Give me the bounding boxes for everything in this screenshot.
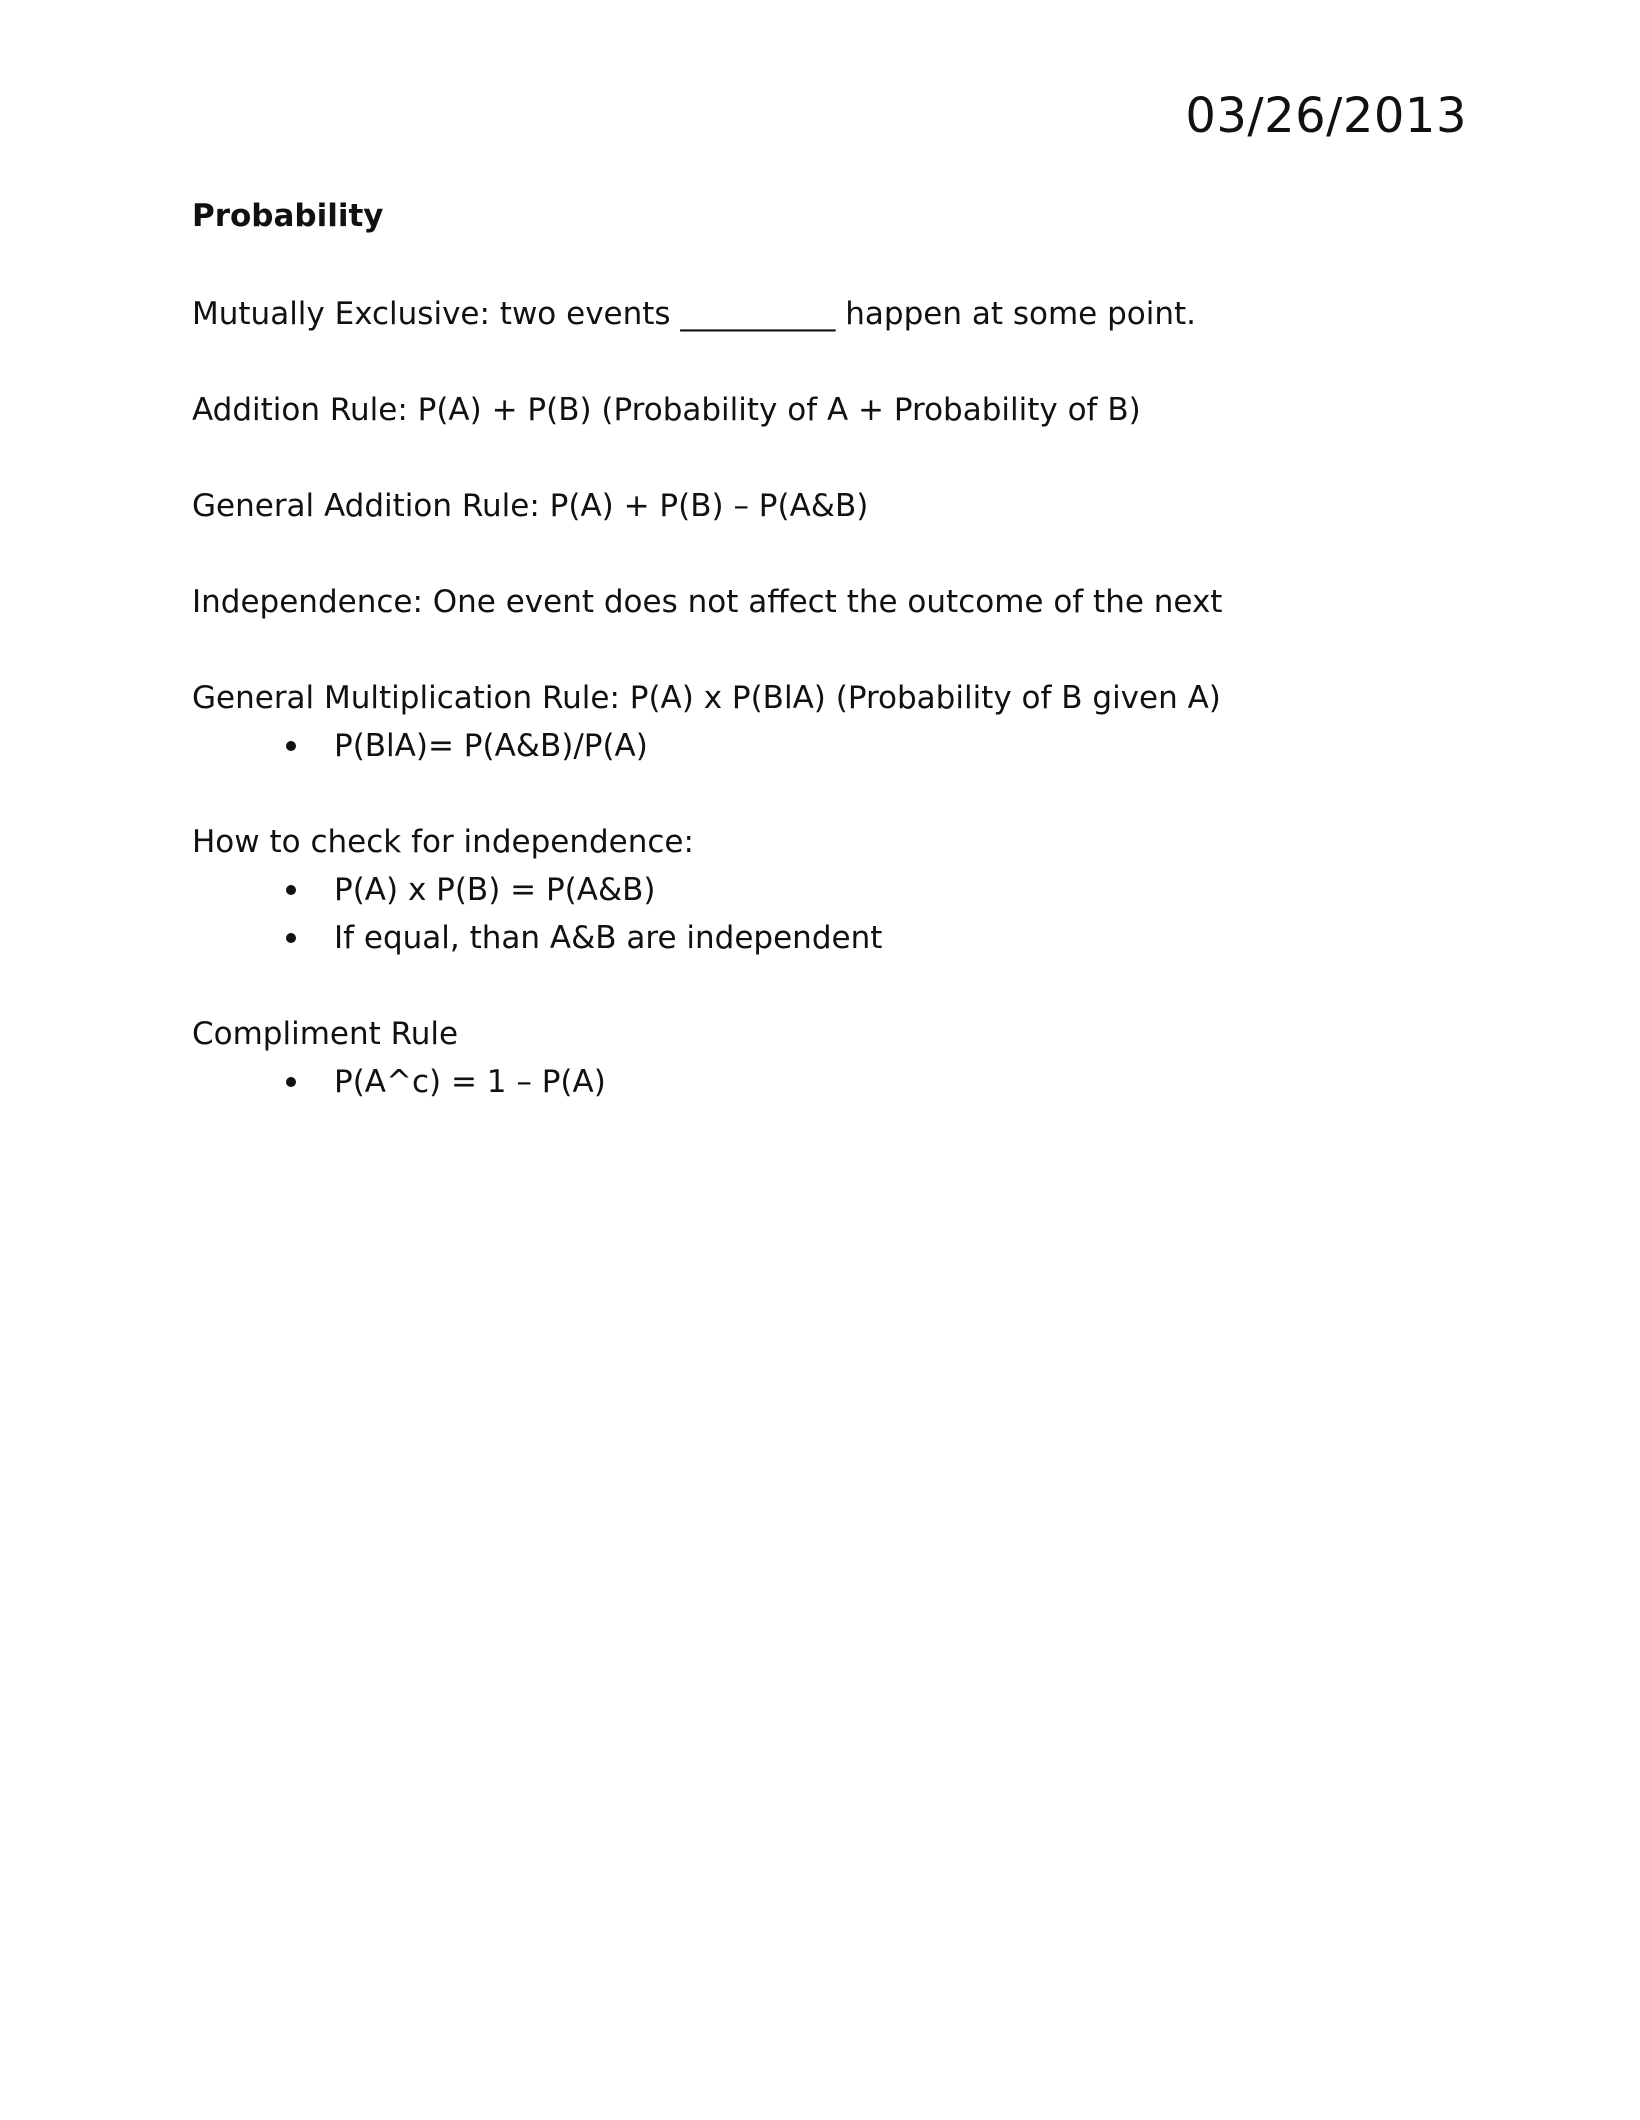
list-item-text: If equal, than A&B are independent [334,920,883,956]
document-date: 03/26/2013 [1185,88,1467,144]
independence-check-bullets [192,866,1452,962]
spacer [192,434,1452,482]
list-item-text: P(A^c) = 1 – P(A) [334,1064,606,1100]
compliment-rule-bullets [192,1058,1452,1106]
general-multiplication-rule: General Multiplication Rule: P(A) x P(BlA) (Probability of B given A) [192,680,1221,716]
list-item [192,914,1452,962]
list-item-text: P(A) x P(B) = P(A&B) [334,872,656,908]
independence-definition: Independence: One event does not affect the outcome of the next [192,584,1223,620]
list-item [192,1058,1452,1106]
compliment-rule-heading: Compliment Rule [192,1016,459,1052]
spacer [192,962,1452,1010]
spacer [192,770,1452,818]
bullet-icon [286,741,296,751]
general-addition-rule: General Addition Rule: P(A) + P(B) – P(A&B) [192,488,869,524]
list-item [192,866,1452,914]
list-item-text: P(BlA)= P(A&B)/P(A) [334,728,648,764]
spacer [192,626,1452,674]
multiplication-rule-bullets [192,722,1452,770]
spacer [192,338,1452,386]
document-title: Probability [192,198,384,234]
addition-rule: Addition Rule: P(A) + P(B) (Probability of A + Probability of B) [192,392,1141,428]
list-item [192,722,1452,770]
document-body [192,196,1452,1106]
mutually-exclusive-definition: Mutually Exclusive: two events __________ happen at some point. [192,296,1197,332]
bullet-icon [286,885,296,895]
independence-check-heading: How to check for independence: [192,824,694,860]
bullet-icon [286,933,296,943]
spacer [192,236,1452,290]
bullet-icon [286,1077,296,1087]
spacer [192,530,1452,578]
